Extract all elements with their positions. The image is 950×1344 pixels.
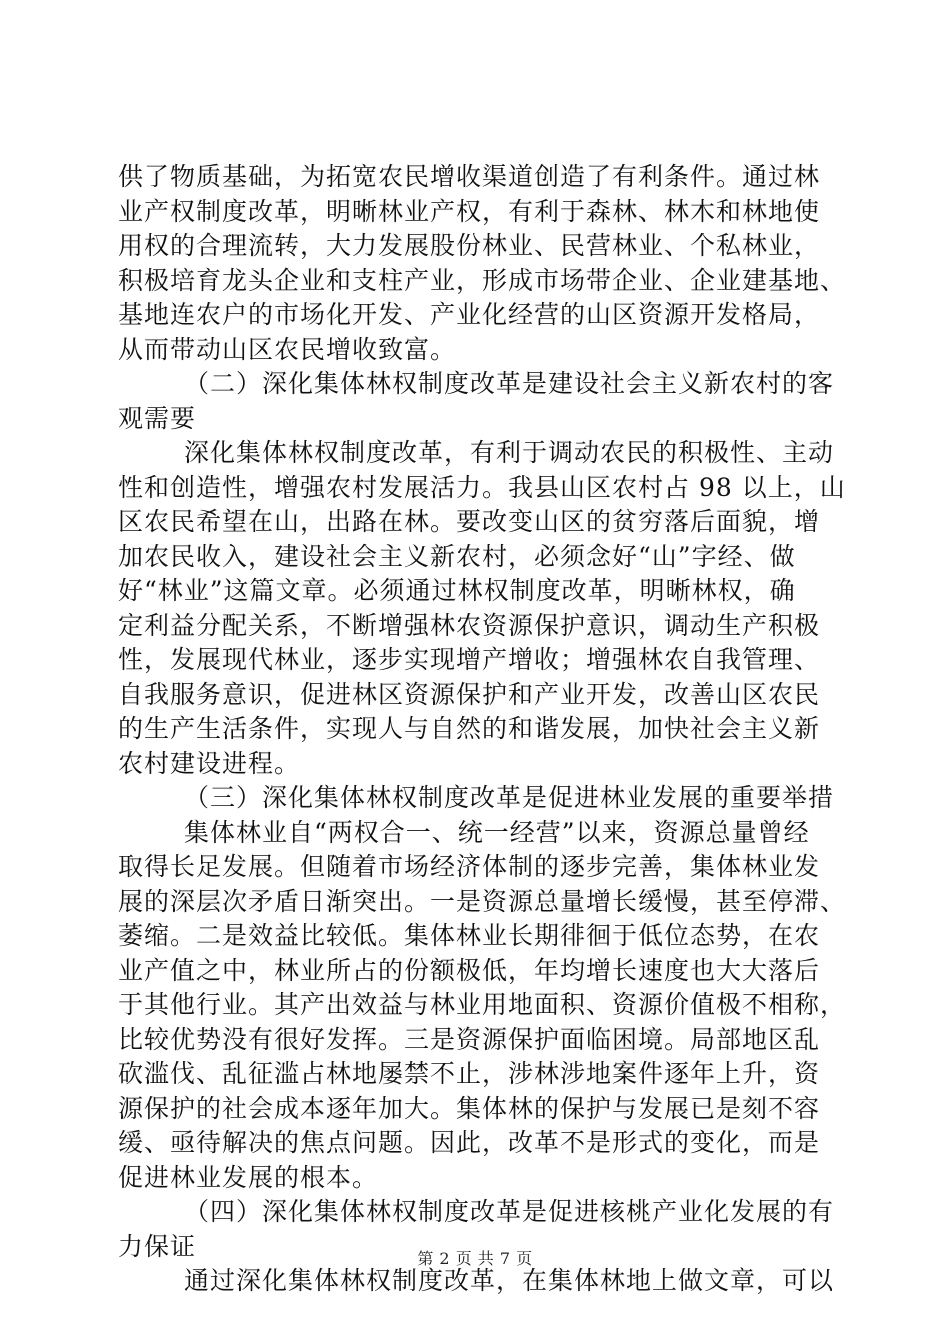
- text-line: 自我服务意识，促进林区资源保护和产业开发，改善山区农民: [118, 679, 821, 709]
- text-line: 用权的合理流转，大力发展股份林业、民营林业、个私林业，: [118, 231, 821, 260]
- text-line: 的生产生活条件，实现人与自然的和谐发展，加快社会主义新: [118, 714, 821, 743]
- document-body: [118, 160, 847, 1299]
- section-heading: （四）深化集体林权制度改革是促进核桃产业化发展的有: [184, 1197, 835, 1226]
- text-line: 取得长足发展。但随着市场经济体制的逐步完善，集体林业发: [118, 852, 821, 881]
- section-heading: （三）深化集体林权制度改革是促进林业发展的重要举措: [184, 783, 835, 812]
- text-line: 加农民收入，建设社会主义新农村，必须念好“山”字经、做: [118, 541, 796, 571]
- text-line: 业产值之中，林业所占的份额极低，年均增长速度也大大落后: [118, 955, 821, 985]
- text-line: 缓、亟待解决的焦点问题。因此，改革不是形式的变化，而是: [118, 1128, 821, 1157]
- page-number-footer: 第 2 页 共 7 页: [417, 1249, 533, 1268]
- section-heading-continued: 力保证: [118, 1231, 197, 1261]
- section-heading: （二）深化集体林权制度改革是建设社会主义新农村的客: [184, 369, 835, 398]
- text-line: 积极培育龙头企业和支柱产业，形成市场带企业、企业建基地、: [118, 265, 847, 295]
- paragraph-start: 深化集体林权制度改革，有利于调动农民的积极性、主动: [184, 438, 835, 467]
- text-line: 砍滥伐、乱征滥占林地屡禁不止，涉林涉地案件逐年上升，资: [118, 1059, 821, 1088]
- text-line: 性和创造性，增强农村发展活力。我县山区农村占 98 以上，山: [118, 472, 846, 502]
- text-line: 基地连农户的市场化开发、产业化经营的山区资源开发格局，: [118, 300, 821, 329]
- text-line: 农村建设进程。: [118, 748, 301, 778]
- text-line: 促进林业发展的根本。: [118, 1162, 379, 1192]
- paragraph-start: 集体林业自“两权合一、统一经营”以来，资源总量曾经: [184, 817, 810, 847]
- text-line: 业产权制度改革，明晰林业产权，有利于森林、林木和林地使: [118, 196, 821, 226]
- text-line: 好“林业”这篇文章。必须通过林权制度改革，明晰林权，确: [118, 576, 796, 605]
- text-line: 比较优势没有很好发挥。三是资源保护面临困境。局部地区乱: [118, 1024, 821, 1054]
- section-heading-continued: 观需要: [118, 403, 197, 433]
- text-line: 定利益分配关系，不断增强林农资源保护意识，调动生产积极: [118, 610, 821, 640]
- text-line: 从而带动山区农民增收致富。: [118, 334, 457, 364]
- text-line: 萎缩。二是效益比较低。集体林业长期徘徊于低位态势，在农: [118, 921, 821, 950]
- text-line: 源保护的社会成本逐年加大。集体林的保护与发展已是刻不容: [118, 1093, 821, 1123]
- paragraph-start: 通过深化集体林权制度改革，在集体林地上做文章，可以: [184, 1266, 835, 1295]
- text-line: 区农民希望在山，出路在林。要改变山区的贫穷落后面貌，增: [118, 507, 821, 536]
- text-line: 于其他行业。其产出效益与林业用地面积、资源价值极不相称，: [118, 990, 847, 1019]
- text-line: 供了物质基础，为拓宽农民增收渠道创造了有利条件。通过林: [118, 162, 821, 191]
- text-line: 性，发展现代林业，逐步实现增产增收；增强林农自我管理、: [118, 645, 821, 674]
- text-line: 展的深层次矛盾日渐突出。一是资源总量增长缓慢，甚至停滞、: [118, 886, 847, 916]
